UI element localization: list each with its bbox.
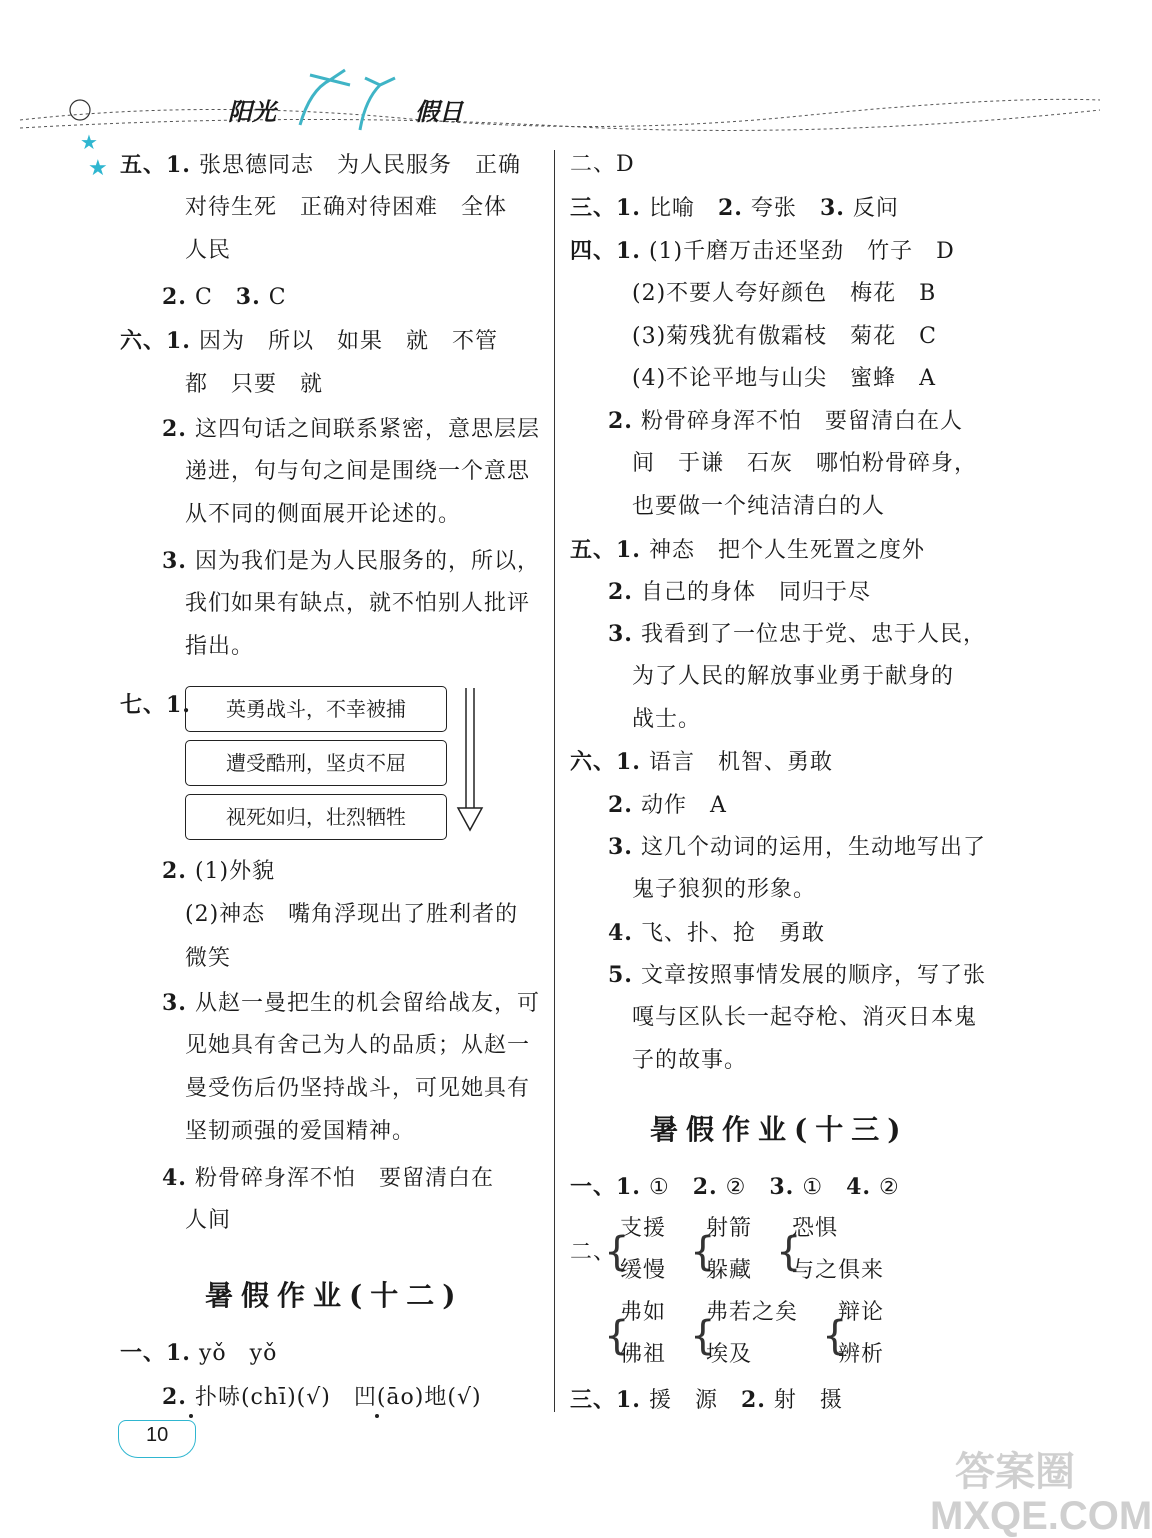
answer-text: 都 只要 就 (185, 372, 324, 397)
word-group-item: 恐惧 (792, 1216, 839, 1241)
answer-line (162, 1382, 482, 1413)
answer-text: 比喻 (640, 196, 718, 221)
answer-line (162, 414, 540, 445)
header-wave-icon (0, 70, 1108, 140)
word-group-item: 埃及 (706, 1342, 753, 1367)
word-group-item: 弗若之矣 (706, 1300, 799, 1325)
section-title-hw12: 暑假作业(十二) (205, 1279, 464, 1312)
answer-line (185, 193, 507, 223)
answer-line (632, 662, 954, 692)
answer-line (632, 1046, 747, 1076)
answer-line (632, 322, 937, 352)
answer-text: 语言 机智、勇敢 (640, 750, 833, 775)
question-number: 3. (819, 195, 845, 221)
answer-text: 为了人民的解放事业勇于献身的 (632, 664, 955, 689)
question-number: 3. (162, 990, 187, 1016)
brace-icon: { (822, 1313, 848, 1359)
answer-text: 人间 (185, 1208, 232, 1233)
header-brand-left: 阳光 (228, 97, 276, 126)
answer-text: (2)神态 嘴角浮现出了胜利者的 (185, 902, 519, 927)
answer-text: 援 源 (640, 1388, 741, 1413)
answer-text: (1)外貌 (186, 859, 276, 884)
answer-line (185, 900, 518, 930)
flow-box: 遭受酷刑，坚贞不屈 (185, 740, 447, 786)
brace-icon: { (604, 1313, 630, 1359)
answer-line (120, 1338, 277, 1369)
answer-line (570, 535, 925, 566)
answer-text: 夸张 (742, 196, 820, 221)
answer-text: 因为我们是为人民服务的，所以， (186, 549, 540, 574)
page-number: 10 (146, 1424, 169, 1446)
word-group-item: 射箭 (706, 1216, 753, 1241)
answer-line (570, 236, 955, 267)
answer-line (185, 1117, 415, 1147)
answer-text: (4)不论平地与山尖 蜜蜂 A (632, 366, 937, 391)
answer-text: 曼受伤后仍坚持战斗，可见她具有 (185, 1076, 531, 1101)
question-number: 六、1. (570, 749, 641, 775)
answer-text: 子的故事。 (632, 1048, 748, 1073)
answer-line (185, 370, 323, 400)
question-number: 3. (769, 1174, 795, 1200)
flow-box: 视死如归，壮烈牺牲 (185, 794, 447, 840)
question-number: 2. (740, 1387, 766, 1413)
question-number: 五、1. (120, 152, 191, 178)
answer-line (570, 1385, 843, 1416)
answer-text: 飞、扑、抢 勇敢 (632, 921, 825, 946)
answer-text: 射 摄 (765, 1388, 843, 1413)
answer-text: 鬼子狼狈的形象。 (632, 877, 817, 902)
answer-line (632, 364, 936, 394)
answer-line (632, 492, 885, 522)
answer-line (608, 577, 871, 608)
answer-text: ① (794, 1175, 847, 1200)
answer-text: 间 于谦 石灰 哪怕粉骨碎身， (632, 451, 978, 476)
answer-text: 指出。 (185, 634, 255, 659)
answer-text: 嘎与区队长一起夺枪、消灭日本鬼 (632, 1005, 978, 1030)
answer-text: 二、 (570, 1240, 617, 1265)
question-number: 五、1. (570, 537, 641, 563)
question-number: 2. (692, 1174, 718, 1200)
question-number: 2. (162, 1384, 187, 1410)
answer-text: yǒ yǒ (190, 1341, 278, 1366)
answer-text: 战士。 (632, 707, 702, 732)
word-group-item: 与之俱来 (792, 1258, 885, 1283)
answer-line (570, 193, 899, 224)
brace-icon: { (690, 1313, 716, 1359)
answer-line (570, 150, 635, 180)
answer-text: ② (871, 1175, 900, 1200)
question-number: 5. (608, 962, 633, 988)
answer-line (608, 619, 986, 650)
answer-text: 这四句话之间联系紧密，意思层层 (186, 417, 540, 442)
answer-line (120, 150, 521, 181)
question-number: 3. (235, 284, 261, 310)
question-number: 2. (162, 284, 187, 310)
answer-line (185, 1031, 530, 1061)
emphasis-dot (375, 1414, 379, 1418)
brace-icon: { (690, 1229, 716, 1275)
answer-text: 见她具有舍己为人的品质；从赵一 (185, 1033, 531, 1058)
answer-line (632, 279, 936, 309)
question-number: 七、1. (120, 692, 191, 718)
answer-text: 递进，句与句之间是围绕一个意思 (185, 459, 531, 484)
question-number: 四、1. (570, 238, 641, 264)
answer-line (185, 1206, 231, 1236)
answer-text: (3)菊残犹有傲霜枝 菊花 C (632, 324, 937, 349)
question-number: 2. (162, 416, 187, 442)
watermark: 答案圈 MXQE.COM (930, 1450, 1152, 1538)
question-number: 3. (608, 621, 633, 647)
column-divider (554, 150, 555, 1412)
question-number: 4. (846, 1174, 872, 1200)
question-number: 4. (162, 1165, 187, 1191)
question-number: 3. (608, 834, 633, 860)
word-group-item: 辨析 (838, 1342, 885, 1367)
answer-text: 从不同的侧面展开论述的。 (185, 502, 462, 527)
answer-text: 二、D (570, 152, 635, 177)
answer-line (632, 1003, 977, 1033)
question-number: 2. (608, 408, 633, 434)
answer-text: 反问 (844, 196, 899, 221)
answer-text: 因为 所以 如果 就 不管 (190, 329, 498, 354)
answer-text: 粉骨碎身浑不怕 要留清白在人 (632, 409, 963, 434)
answer-text: 自己的身体 同归于尽 (632, 580, 871, 605)
flow-box: 英勇战斗，不幸被捕 (185, 686, 447, 732)
star-icon: ★ (80, 130, 98, 154)
answer-line (570, 747, 833, 778)
question-number: 一、1. (120, 1340, 191, 1366)
word-group-item: 弗如 (620, 1300, 667, 1325)
question-number: 2. (717, 195, 743, 221)
answer-line (162, 546, 540, 577)
answer-text: 神态 把个人生死置之度外 (640, 538, 925, 563)
answer-line (570, 1172, 900, 1203)
answer-text: 张思德同志 为人民服务 正确 (190, 153, 521, 178)
star-icon: ★ (88, 156, 108, 181)
answer-text: 这几个动词的运用，生动地写出了 (632, 835, 986, 860)
header-decoration (0, 70, 1108, 140)
down-arrow-icon (455, 686, 485, 836)
answer-line (632, 705, 701, 735)
answer-text: 扑哧(chī)(√) 凹(āo)地(√) (186, 1385, 482, 1410)
answer-line (185, 632, 254, 662)
brace-icon: { (604, 1229, 630, 1275)
answer-line (120, 326, 498, 357)
question-number: 三、1. (570, 1387, 641, 1413)
answer-line (162, 1163, 494, 1194)
answer-line (608, 960, 986, 991)
answer-text: 对待生死 正确对待困难 全体 (185, 195, 508, 220)
word-group-item: 辩论 (838, 1300, 885, 1325)
answer-text: ① (640, 1175, 693, 1200)
answer-line (632, 875, 816, 905)
answer-line (162, 988, 540, 1019)
header-brand-right: 假日 (415, 97, 463, 126)
word-group-item: 佛祖 (620, 1342, 667, 1367)
answer-line (185, 236, 231, 266)
word-group-item: 支援 (620, 1216, 667, 1241)
answer-line (185, 589, 530, 619)
answer-text: (2)不要人夸好颜色 梅花 B (632, 281, 937, 306)
word-group-item: 缓慢 (620, 1258, 667, 1283)
answer-line (185, 500, 461, 530)
question-number: 4. (608, 920, 633, 946)
answer-text: 微笑 (185, 946, 232, 971)
answer-text: 也要做一个纯洁清白的人 (632, 494, 886, 519)
word-group-item: 躲藏 (706, 1258, 753, 1283)
answer-line (608, 832, 986, 863)
section-title-hw13: 暑假作业(十三) (650, 1113, 909, 1146)
brace-icon: { (776, 1229, 802, 1275)
question-number: 2. (608, 792, 633, 818)
answer-line (162, 282, 287, 313)
answer-line (608, 406, 963, 437)
answer-line (185, 457, 530, 487)
answer-text: (1)千磨万击还坚劲 竹子 D (640, 239, 955, 264)
question-number: 3. (162, 548, 187, 574)
question-number: 2. (162, 858, 187, 884)
answer-line (608, 790, 727, 821)
question-number: 一、1. (570, 1174, 641, 1200)
answer-text: C (186, 285, 236, 310)
answer-text: 粉骨碎身浑不怕 要留清白在 (186, 1166, 494, 1191)
answer-text: 从赵一曼把生的机会留给战友，可 (186, 991, 540, 1016)
answer-line (162, 856, 275, 887)
answer-text: 我看到了一位忠于党、忠于人民， (632, 622, 986, 647)
question-number: 三、1. (570, 195, 641, 221)
answer-text: 人民 (185, 238, 232, 263)
answer-line (185, 944, 231, 974)
answer-line (185, 1074, 530, 1104)
answer-text: ② (717, 1175, 770, 1200)
answer-text: C (260, 285, 287, 310)
answer-line (608, 918, 825, 949)
answer-line (120, 690, 191, 721)
question-number: 2. (608, 579, 633, 605)
answer-text: 动作 A (632, 793, 727, 818)
answer-text: 我们如果有缺点，就不怕别人批评 (185, 591, 531, 616)
emphasis-dot (189, 1414, 193, 1418)
question-number: 六、1. (120, 328, 191, 354)
answer-text: 文章按照事情发展的顺序，写了张 (632, 963, 986, 988)
answer-text: 坚韧顽强的爱国精神。 (185, 1119, 416, 1144)
answer-line (632, 449, 977, 479)
